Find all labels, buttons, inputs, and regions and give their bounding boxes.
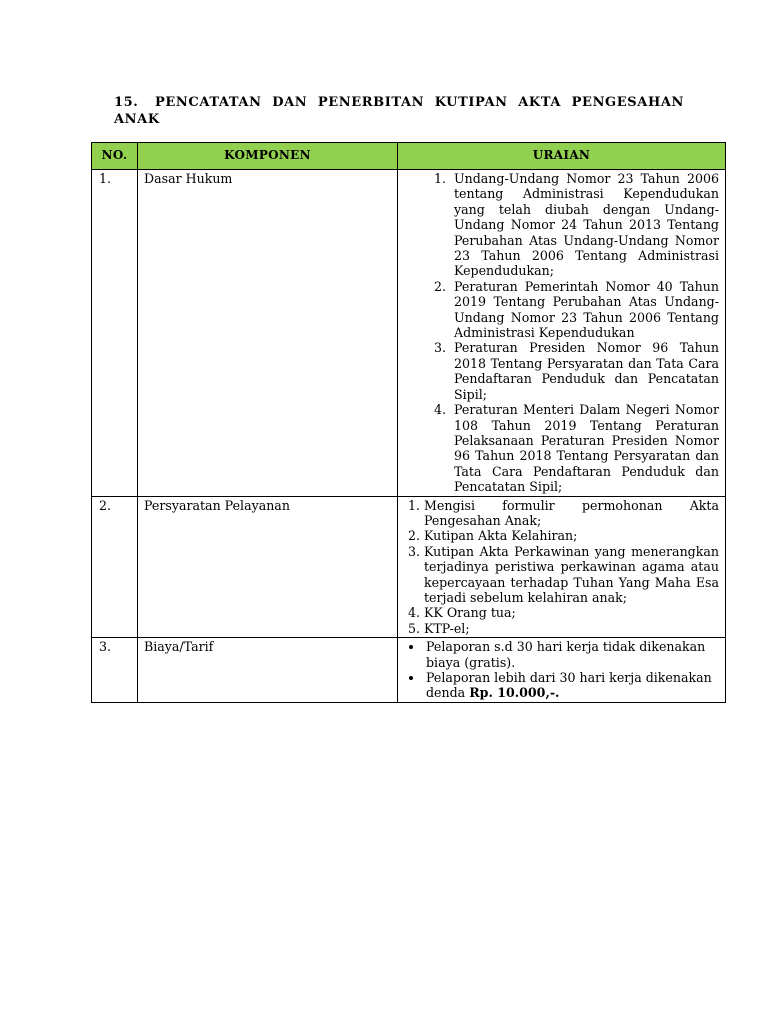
row-komponen: Dasar Hukum	[138, 170, 398, 497]
legal-basis-list	[398, 171, 719, 495]
row-uraian	[398, 170, 726, 497]
list-item: 4. Peraturan Menteri Dalam Negeri Nomor 108 Tahun 2019 Tentang Peraturan Pelaksanaan Peraturan Presiden Nomor 96 Tahun 2018 Tentang Persyaratan dan Tata Cara Pendaftaran Penduduk dan Pencatatan Sipil;	[450, 402, 719, 494]
row-number: 2.	[92, 496, 138, 638]
list-item: • Pelaporan s.d 30 hari kerja tidak dikenakan biaya (gratis).	[424, 639, 719, 670]
list-item	[424, 670, 719, 701]
list-item: 3. Kutipan Akta Perkawinan yang menerangkan terjadinya peristiwa perkawinan agama atau kepercayaan terhadap Tuhan Yang Maha Esa terjadi sebelum kelahiran anak;	[424, 544, 719, 606]
list-item: 3. Peraturan Presiden Nomor 96 Tahun 2018 Tentang Persyaratan dan Tata Cara Pendaftaran Penduduk dan Pencatatan Sipil;	[450, 340, 719, 402]
header-no: NO.	[92, 143, 138, 170]
row-uraian	[398, 496, 726, 638]
list-item: 5. KTP-el;	[424, 621, 719, 636]
row-komponen: Persyaratan Pelayanan	[138, 496, 398, 638]
list-item: 2. Peraturan Pemerintah Nomor 40 Tahun 2019 Tentang Perubahan Atas Undang-Undang Nomor 23 Tahun 2006 Tentang Administrasi Kependudukan	[450, 279, 719, 341]
row-number: 3.	[92, 638, 138, 703]
fee-text: Pelaporan lebih dari 30 hari kerja dikenakan denda	[426, 670, 712, 701]
table-header-row	[92, 143, 726, 170]
row-komponen: Biaya/Tarif	[138, 638, 398, 703]
row-number: 1.	[92, 170, 138, 497]
table-row	[92, 170, 726, 497]
section-number: 15.	[114, 95, 139, 110]
header-uraian: URAIAN	[398, 143, 726, 170]
fee-list	[398, 639, 719, 701]
header-komponen: KOMPONEN	[138, 143, 398, 170]
requirements-list	[398, 498, 719, 637]
list-item: 1. Mengisi formulir permohonan Akta Pengesahan Anak;	[424, 498, 719, 529]
list-item: 2. Kutipan Akta Kelahiran;	[424, 528, 719, 543]
table-row	[92, 638, 726, 703]
list-item: 1. Undang-Undang Nomor 23 Tahun 2006 tentang Administrasi Kependudukan yang telah diubah dengan Undang-Undang Nomor 24 Tahun 2013 Tentang Perubahan Atas Undang-Undang Nomor 23 Tahun 2006 Tentang Administrasi Kependudukan;	[450, 171, 719, 279]
section-heading	[114, 94, 684, 128]
table-row	[92, 496, 726, 638]
section-title: PENCATATAN DAN PENERBITAN KUTIPAN AKTA PENGESAHAN ANAK	[114, 95, 684, 127]
fine-amount: Rp. 10.000,-.	[469, 685, 560, 701]
service-table	[91, 142, 726, 703]
list-item: 4. KK Orang tua;	[424, 605, 719, 620]
row-uraian	[398, 638, 726, 703]
